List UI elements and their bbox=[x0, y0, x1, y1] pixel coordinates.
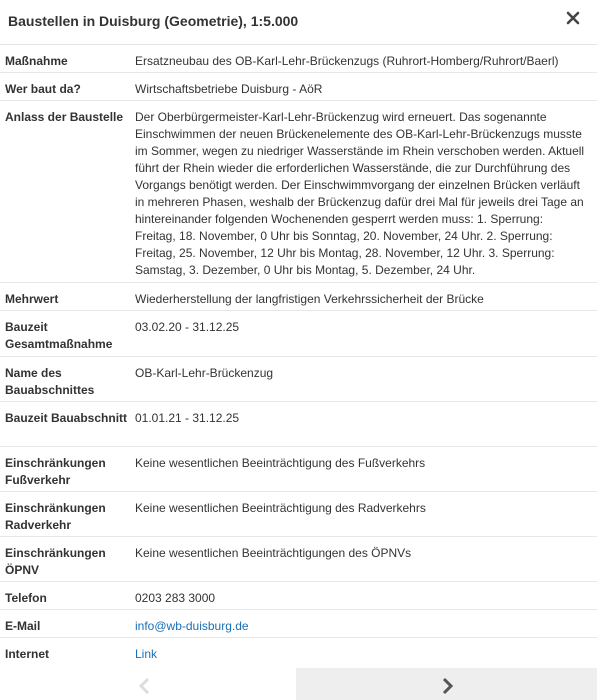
table-row bbox=[0, 45, 597, 73]
table-row bbox=[0, 357, 597, 402]
table-row bbox=[0, 101, 597, 283]
table-row bbox=[0, 582, 597, 610]
row-value: 03.02.20 - 31.12.25 bbox=[135, 320, 240, 334]
popup-header bbox=[0, 0, 597, 45]
row-value: Wiederherstellung der langfristigen Verkehrssicherheit der Brücke bbox=[135, 292, 484, 306]
row-label: Bauzeit Gesamtmaßnahme bbox=[5, 320, 113, 351]
row-value: 0203 283 3000 bbox=[135, 591, 216, 605]
table-row bbox=[0, 73, 597, 101]
popup-title: Baustellen in Duisburg (Geometrie), 1:5.000 bbox=[8, 13, 299, 29]
row-value bbox=[130, 610, 597, 637]
row-value: 01.01.21 - 31.12.25 bbox=[135, 411, 240, 425]
row-label: Mehrwert bbox=[5, 292, 59, 306]
chevron-left-icon bbox=[137, 677, 151, 695]
table-row bbox=[0, 610, 597, 638]
row-value: Der Oberbürgermeister-Karl-Lehr-Brückenzug wird erneuert. Das sogenannte Einschwimmen der neuen Brückenelemente des OB-Karl-Lehr-Brückenzugs musste im Sommer, wegen zu niedriger Wasserstände im Rhein verschoben werden. Aktuell führt der Rhein wieder die erforderlichen Wasserstände, die zur Durchführung des Vorgangs benötigt werden. Der Einschwimmvorgang der einzelnen Brücken verläuft in mehreren Phasen, weshalb der Brückenzug dafür drei Mal für jeweils drei Tage an hintereinander folgenden Wochenenden gesperrt werden muss: 1. Sperrung: Freitag, 18. November, 0 Uhr bis Sonntag, 20. November, 24 Uhr. 2. Sperrung: Freitag, 25. November, 12 Uhr bis Montag, 28. November, 12 Uhr. 3. Sperrung: Samstag, 3. Dezember, 0 Uhr bis Montag, 5. Dezember, 24 Uhr. bbox=[135, 110, 585, 277]
row-label: Einschränkungen Radverkehr bbox=[5, 501, 106, 532]
row-label: E-Mail bbox=[5, 619, 41, 633]
row-value bbox=[130, 638, 597, 668]
row-label: Maßnahme bbox=[5, 54, 68, 68]
internet-link[interactable]: Link bbox=[135, 647, 158, 661]
row-label: Wer baut da? bbox=[5, 82, 81, 96]
row-value: Keine wesentlichen Beeinträchtigung des Fußverkehrs bbox=[135, 456, 426, 470]
row-label: Bauzeit Bauabschnitt bbox=[5, 411, 128, 425]
row-label: Telefon bbox=[5, 591, 47, 605]
row-label: Einschränkungen ÖPNV bbox=[5, 546, 106, 577]
table-row bbox=[0, 311, 597, 357]
email-link[interactable]: info@wb-duisburg.de bbox=[135, 619, 249, 633]
previous-button[interactable] bbox=[0, 668, 296, 700]
attribute-table bbox=[0, 45, 597, 668]
table-row bbox=[0, 492, 597, 537]
row-label: Name des Bauabschnittes bbox=[5, 366, 95, 397]
table-row bbox=[0, 283, 597, 311]
row-label: Internet bbox=[5, 647, 50, 661]
table-row bbox=[0, 638, 597, 668]
table-row bbox=[0, 447, 597, 492]
row-value: Ersatzneubau des OB-Karl-Lehr-Brückenzugs (Ruhrort-Homberg/Ruhrort/Baerl) bbox=[135, 54, 559, 68]
row-value: Wirtschaftsbetriebe Duisburg - AöR bbox=[135, 82, 323, 96]
row-value: Keine wesentlichen Beeinträchtigung des Radverkehrs bbox=[135, 501, 426, 515]
row-value: Keine wesentlichen Beeinträchtigungen des ÖPNVs bbox=[135, 546, 412, 560]
result-pager bbox=[0, 668, 597, 700]
chevron-right-icon bbox=[441, 677, 455, 695]
row-label: Einschränkungen Fußverkehr bbox=[5, 456, 106, 487]
row-value: OB-Karl-Lehr-Brückenzug bbox=[135, 366, 274, 380]
close-icon bbox=[566, 10, 580, 26]
table-row bbox=[0, 537, 597, 582]
close-button[interactable] bbox=[566, 10, 580, 26]
table-row bbox=[0, 402, 597, 447]
next-button[interactable] bbox=[296, 668, 597, 700]
row-label: Anlass der Baustelle bbox=[5, 110, 124, 124]
